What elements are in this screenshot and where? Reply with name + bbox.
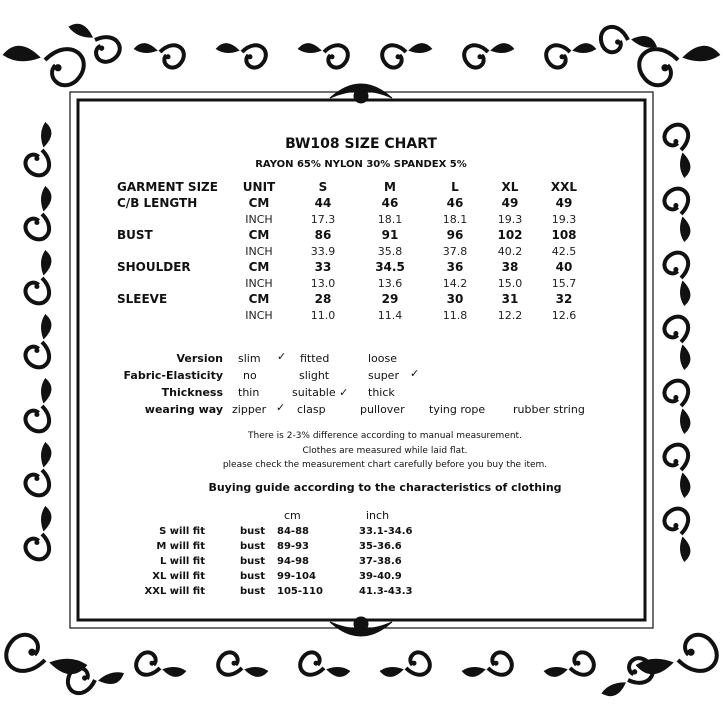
attr-option: super — [368, 369, 399, 382]
table-cell: 33.9 — [310, 245, 336, 258]
row-label-sleeve: SLEEVE — [117, 292, 168, 306]
row-label-shoulder: SHOULDER — [117, 260, 191, 274]
guide-row-inch: 39-40.9 — [359, 571, 402, 582]
table-cell: 18.1 — [377, 213, 403, 226]
attr-option: thick — [368, 386, 395, 399]
attr-label-wearing-way: wearing way — [144, 403, 223, 416]
attr-option: pullover — [360, 403, 405, 416]
unit-cm: CM — [248, 292, 270, 306]
guide-row-inch: 41.3-43.3 — [359, 586, 413, 597]
guide-row-inch: 33.1-34.6 — [359, 526, 413, 537]
attr-option: tying rope — [429, 403, 486, 416]
table-cell: 30 — [446, 292, 464, 306]
guide-row-label: XL will fit — [152, 571, 205, 582]
guide-row-inch: 35-36.6 — [359, 541, 402, 552]
page-title: BW108 SIZE CHART — [285, 136, 437, 152]
table-cell: 11.8 — [442, 309, 468, 322]
table-cell: 49 — [501, 196, 519, 210]
attr-option: no — [243, 369, 257, 382]
table-cell: 38 — [501, 260, 519, 274]
table-cell: 40.2 — [497, 245, 523, 258]
table-cell: 15.7 — [551, 277, 577, 290]
note-line: please check the measurement chart carefully before you buy the item. — [222, 460, 548, 470]
table-cell: 11.0 — [310, 309, 336, 322]
guide-row-cm: 89-93 — [277, 541, 309, 552]
table-cell: 11.4 — [377, 309, 403, 322]
table-cell: 91 — [381, 228, 399, 242]
table-cell: 35.8 — [377, 245, 403, 258]
size-header-m: M — [384, 180, 396, 194]
attr-option: thin — [238, 386, 260, 399]
unit-cm: CM — [248, 260, 270, 274]
guide-row-part: bust — [240, 571, 266, 582]
table-cell: 102 — [497, 228, 523, 242]
attr-label-thickness: Thickness — [161, 386, 223, 399]
unit-inch: INCH — [245, 245, 273, 258]
attr-option: fitted — [300, 352, 330, 365]
table-cell: 40 — [555, 260, 573, 274]
guide-row-label: XXL will fit — [144, 586, 205, 597]
table-cell: 36 — [446, 260, 464, 274]
table-cell: 28 — [314, 292, 332, 306]
attr-label-version: Version — [176, 352, 223, 365]
attr-option: clasp — [297, 403, 326, 416]
table-cell: 13.6 — [377, 277, 403, 290]
table-cell: 33 — [314, 260, 332, 274]
guide-row-part: bust — [240, 556, 266, 567]
guide-col-cm: cm — [284, 509, 301, 522]
table-cell: 31 — [501, 292, 519, 306]
table-cell: 86 — [314, 228, 332, 242]
row-label-cb-length: C/B LENGTH — [117, 196, 198, 210]
table-cell: 49 — [555, 196, 573, 210]
guide-row-cm: 99-104 — [277, 571, 316, 582]
table-cell: 96 — [446, 228, 464, 242]
check-icon: ✓ — [276, 401, 286, 414]
table-cell: 12.6 — [551, 309, 577, 322]
table-cell: 19.3 — [551, 213, 577, 226]
guide-col-inch: inch — [366, 509, 390, 522]
size-header-s: S — [318, 180, 328, 194]
check-icon: ✓ — [410, 367, 420, 380]
unit-cm: CM — [248, 228, 270, 242]
table-cell: 15.0 — [497, 277, 523, 290]
row-label-bust: BUST — [117, 228, 153, 242]
table-cell: 42.5 — [551, 245, 577, 258]
guide-row-part: bust — [240, 586, 266, 597]
size-header-l: L — [451, 180, 459, 194]
table-cell: 29 — [381, 292, 399, 306]
material-composition: RAYON 65% NYLON 30% SPANDEX 5% — [255, 159, 467, 170]
unit-cm: CM — [248, 196, 270, 210]
guide-row-label: M will fit — [156, 541, 205, 552]
attr-option: suitable ✓ — [292, 386, 349, 399]
table-cell: 17.3 — [310, 213, 336, 226]
note-line: There is 2-3% difference according to manual measurement. — [248, 431, 522, 441]
table-cell: 34.5 — [375, 260, 405, 274]
guide-row-cm: 84-88 — [277, 526, 309, 537]
table-cell: 19.3 — [497, 213, 523, 226]
table-cell: 32 — [555, 292, 573, 306]
table-cell: 14.2 — [442, 277, 468, 290]
attr-option: loose — [368, 352, 398, 365]
size-table-header-unit: UNIT — [242, 180, 276, 194]
size-table-header-label: GARMENT SIZE — [117, 180, 218, 194]
attr-option: rubber string — [513, 403, 585, 416]
table-cell: 13.0 — [310, 277, 336, 290]
buying-guide-title: Buying guide according to the characteristics of clothing — [208, 481, 562, 494]
table-cell: 18.1 — [442, 213, 468, 226]
attr-option: slim — [238, 352, 261, 365]
guide-row-cm: 105-110 — [277, 586, 323, 597]
size-header-xl: XL — [501, 180, 519, 194]
check-icon: ✓ — [277, 350, 287, 363]
size-header-xxl: XXL — [550, 180, 578, 194]
guide-row-part: bust — [240, 541, 266, 552]
guide-row-label: L will fit — [159, 556, 205, 567]
table-cell: 108 — [551, 228, 577, 242]
table-cell: 46 — [446, 196, 464, 210]
attr-option: slight — [299, 369, 330, 382]
attr-label-fabric-elasticity: Fabric-Elasticity — [123, 369, 223, 382]
guide-row-label: S will fit — [159, 526, 205, 537]
table-cell: 37.8 — [442, 245, 468, 258]
guide-row-inch: 37-38.6 — [359, 556, 402, 567]
table-cell: 12.2 — [497, 309, 523, 322]
unit-inch: INCH — [245, 309, 273, 322]
table-cell: 46 — [381, 196, 399, 210]
attr-option: zipper — [232, 403, 267, 416]
guide-row-part: bust — [240, 526, 266, 537]
table-cell: 44 — [314, 196, 332, 210]
note-line: Clothes are measured while laid flat. — [302, 446, 468, 456]
unit-inch: INCH — [245, 213, 273, 226]
guide-row-cm: 94-98 — [277, 556, 309, 567]
unit-inch: INCH — [245, 277, 273, 290]
